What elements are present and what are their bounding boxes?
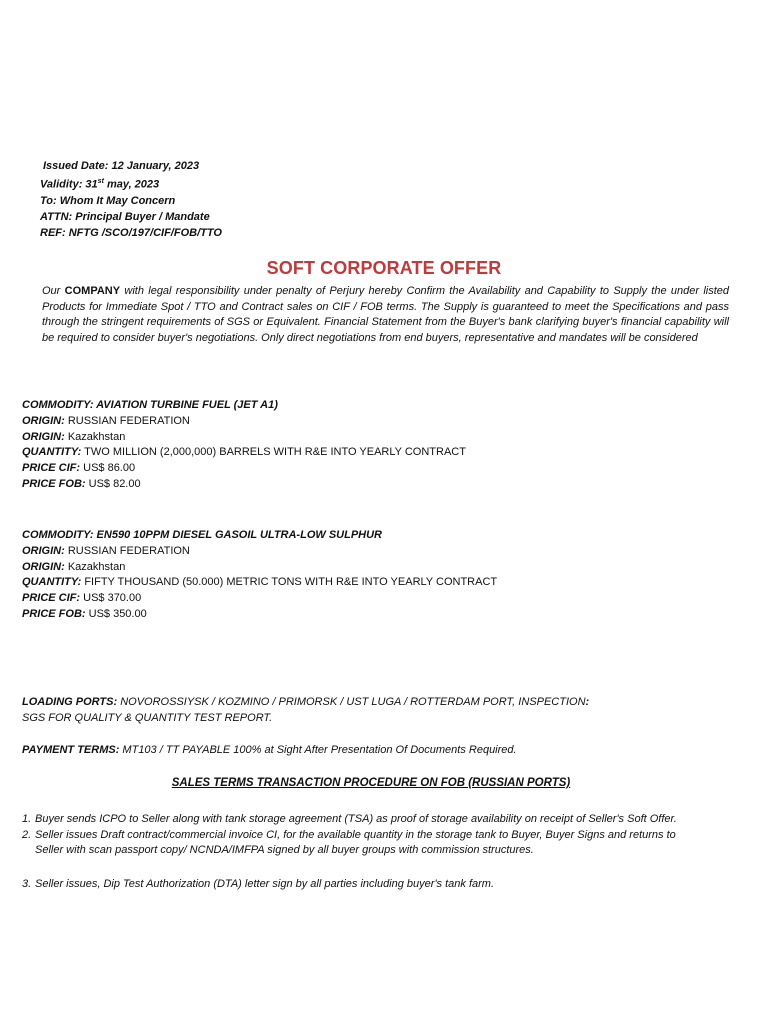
validity-suffix: st xyxy=(97,178,104,185)
origin-value: Kazakhstan xyxy=(64,560,126,573)
procedure-step xyxy=(22,828,702,859)
step-number: 2. xyxy=(22,828,32,841)
attention: ATTN: Principal Buyer / Mandate xyxy=(40,210,210,223)
loading-ports xyxy=(22,694,589,726)
origin-value: Kazakhstan xyxy=(64,430,126,443)
origin-label: ORIGIN: xyxy=(22,544,65,557)
price-cif-value: US$ 86.00 xyxy=(80,462,136,475)
validity-date: may, 2023 xyxy=(103,178,160,191)
price-cif-row xyxy=(22,591,497,607)
price-fob-row xyxy=(22,607,497,623)
origin-row xyxy=(22,560,497,576)
step-number: 1. xyxy=(22,813,32,825)
price-fob-row xyxy=(22,477,466,493)
quantity-label: QUANTITY: xyxy=(22,576,82,589)
price-fob-label: PRICE FOB: xyxy=(22,477,86,490)
commodity-title: COMMODITY: AVIATION TURBINE FUEL (JET A1) xyxy=(22,399,278,411)
payment-terms-label: PAYMENT TERMS: xyxy=(22,744,120,756)
quantity-value: TWO MILLION (2,000,000) BARRELS WITH R&E INTO YEARLY CONTRACT xyxy=(81,446,466,459)
recipient: To: Whom It May Concern xyxy=(40,194,176,207)
origin-value: RUSSIAN FEDERATION xyxy=(64,414,190,427)
commodity-en590 xyxy=(22,528,497,623)
payment-terms-text: MT103 / TT PAYABLE 100% at Sight After Presentation Of Documents Required. xyxy=(119,744,517,756)
quantity-label: QUANTITY: xyxy=(22,446,82,459)
price-cif-row xyxy=(22,461,466,477)
payment-terms xyxy=(22,742,517,758)
procedure-step xyxy=(22,812,702,828)
validity-prefix: Validity: 31 xyxy=(40,178,98,191)
quantity-row xyxy=(22,445,466,461)
price-cif-label: PRICE CIF: xyxy=(22,592,81,605)
intro-company: COMPANY xyxy=(64,285,121,297)
commodity-jet-a1 xyxy=(22,398,466,493)
price-cif-value: US$ 370.00 xyxy=(80,592,142,605)
procedure-step xyxy=(22,877,702,893)
reference: REF: NFTG /SCO/197/CIF/FOB/TTO xyxy=(40,226,222,239)
offer-header xyxy=(40,158,222,241)
document-title: SOFT CORPORATE OFFER xyxy=(266,258,502,278)
origin-row xyxy=(22,430,466,446)
quantity-row xyxy=(22,575,497,591)
procedure-heading: SALES TERMS TRANSACTION PROCEDURE ON FOB (RUSSIAN PORTS) xyxy=(171,777,571,789)
price-cif-label: PRICE CIF: xyxy=(22,462,81,475)
commodity-title: COMMODITY: EN590 10PPM DIESEL GASOIL ULTRA-LOW SULPHUR xyxy=(22,529,382,541)
issued-date: Issued Date: 12 January, 2023 xyxy=(43,160,200,172)
intro-lead: Our xyxy=(42,285,65,297)
validity xyxy=(40,174,222,193)
price-fob-label: PRICE FOB: xyxy=(22,607,86,620)
origin-row xyxy=(22,544,497,560)
loading-ports-label: LOADING PORTS: xyxy=(22,696,118,708)
origin-label: ORIGIN: xyxy=(22,430,65,443)
intro-paragraph xyxy=(42,284,729,346)
intro-body: with legal responsibility under penalty of Perjury hereby Confirm the Availability and Capability to Supply the under listed Products for Immediate Spot / TTO and Contract sales on CIF / FOB terms. The Supply is guaranteed to meet the Specifications and pass through the stringent requirements of SGS or Equivalent. Financial Statement from the Buyer's bank clarifying buyer's financial capability will be required to consider buyer's negotiations. Only direct negotiations from end buyers, representative and mandates will be considered xyxy=(42,285,729,344)
origin-label: ORIGIN: xyxy=(22,414,65,427)
inspection-text: SGS FOR QUALITY & QUANTITY TEST REPORT. xyxy=(22,712,273,724)
origin-row xyxy=(22,414,466,430)
origin-label: ORIGIN: xyxy=(22,560,65,573)
loading-ports-colon: : xyxy=(585,696,590,708)
price-fob-value: US$ 350.00 xyxy=(85,607,147,620)
price-fob-value: US$ 82.00 xyxy=(85,477,141,490)
step-number: 3. xyxy=(22,877,32,890)
origin-value: RUSSIAN FEDERATION xyxy=(64,544,190,557)
loading-ports-text: NOVOROSSIYSK / KOZMINO / PRIMORSK / UST LUGA / ROTTERDAM PORT, INSPECTION xyxy=(117,696,586,708)
step-text: Buyer sends ICPO to Seller along with tank storage agreement (TSA) as proof of storage availability on receipt of Seller's Soft Offer. xyxy=(35,813,677,825)
step-text: Seller issues, Dip Test Authorization (DTA) letter sign by all parties including buyer's tank farm. xyxy=(35,877,494,890)
step-text: Seller issues Draft contract/commercial invoice CI, for the available quantity in the storage tank to Buyer, Buyer Signs and returns to Seller with scan passport copy/ NCNDA/IMFPA signed by all buyer groups with commission structures. xyxy=(35,828,676,856)
quantity-value: FIFTY THOUSAND (50.000) METRIC TONS WITH R&E INTO YEARLY CONTRACT xyxy=(81,576,498,589)
procedure-steps xyxy=(22,812,702,892)
